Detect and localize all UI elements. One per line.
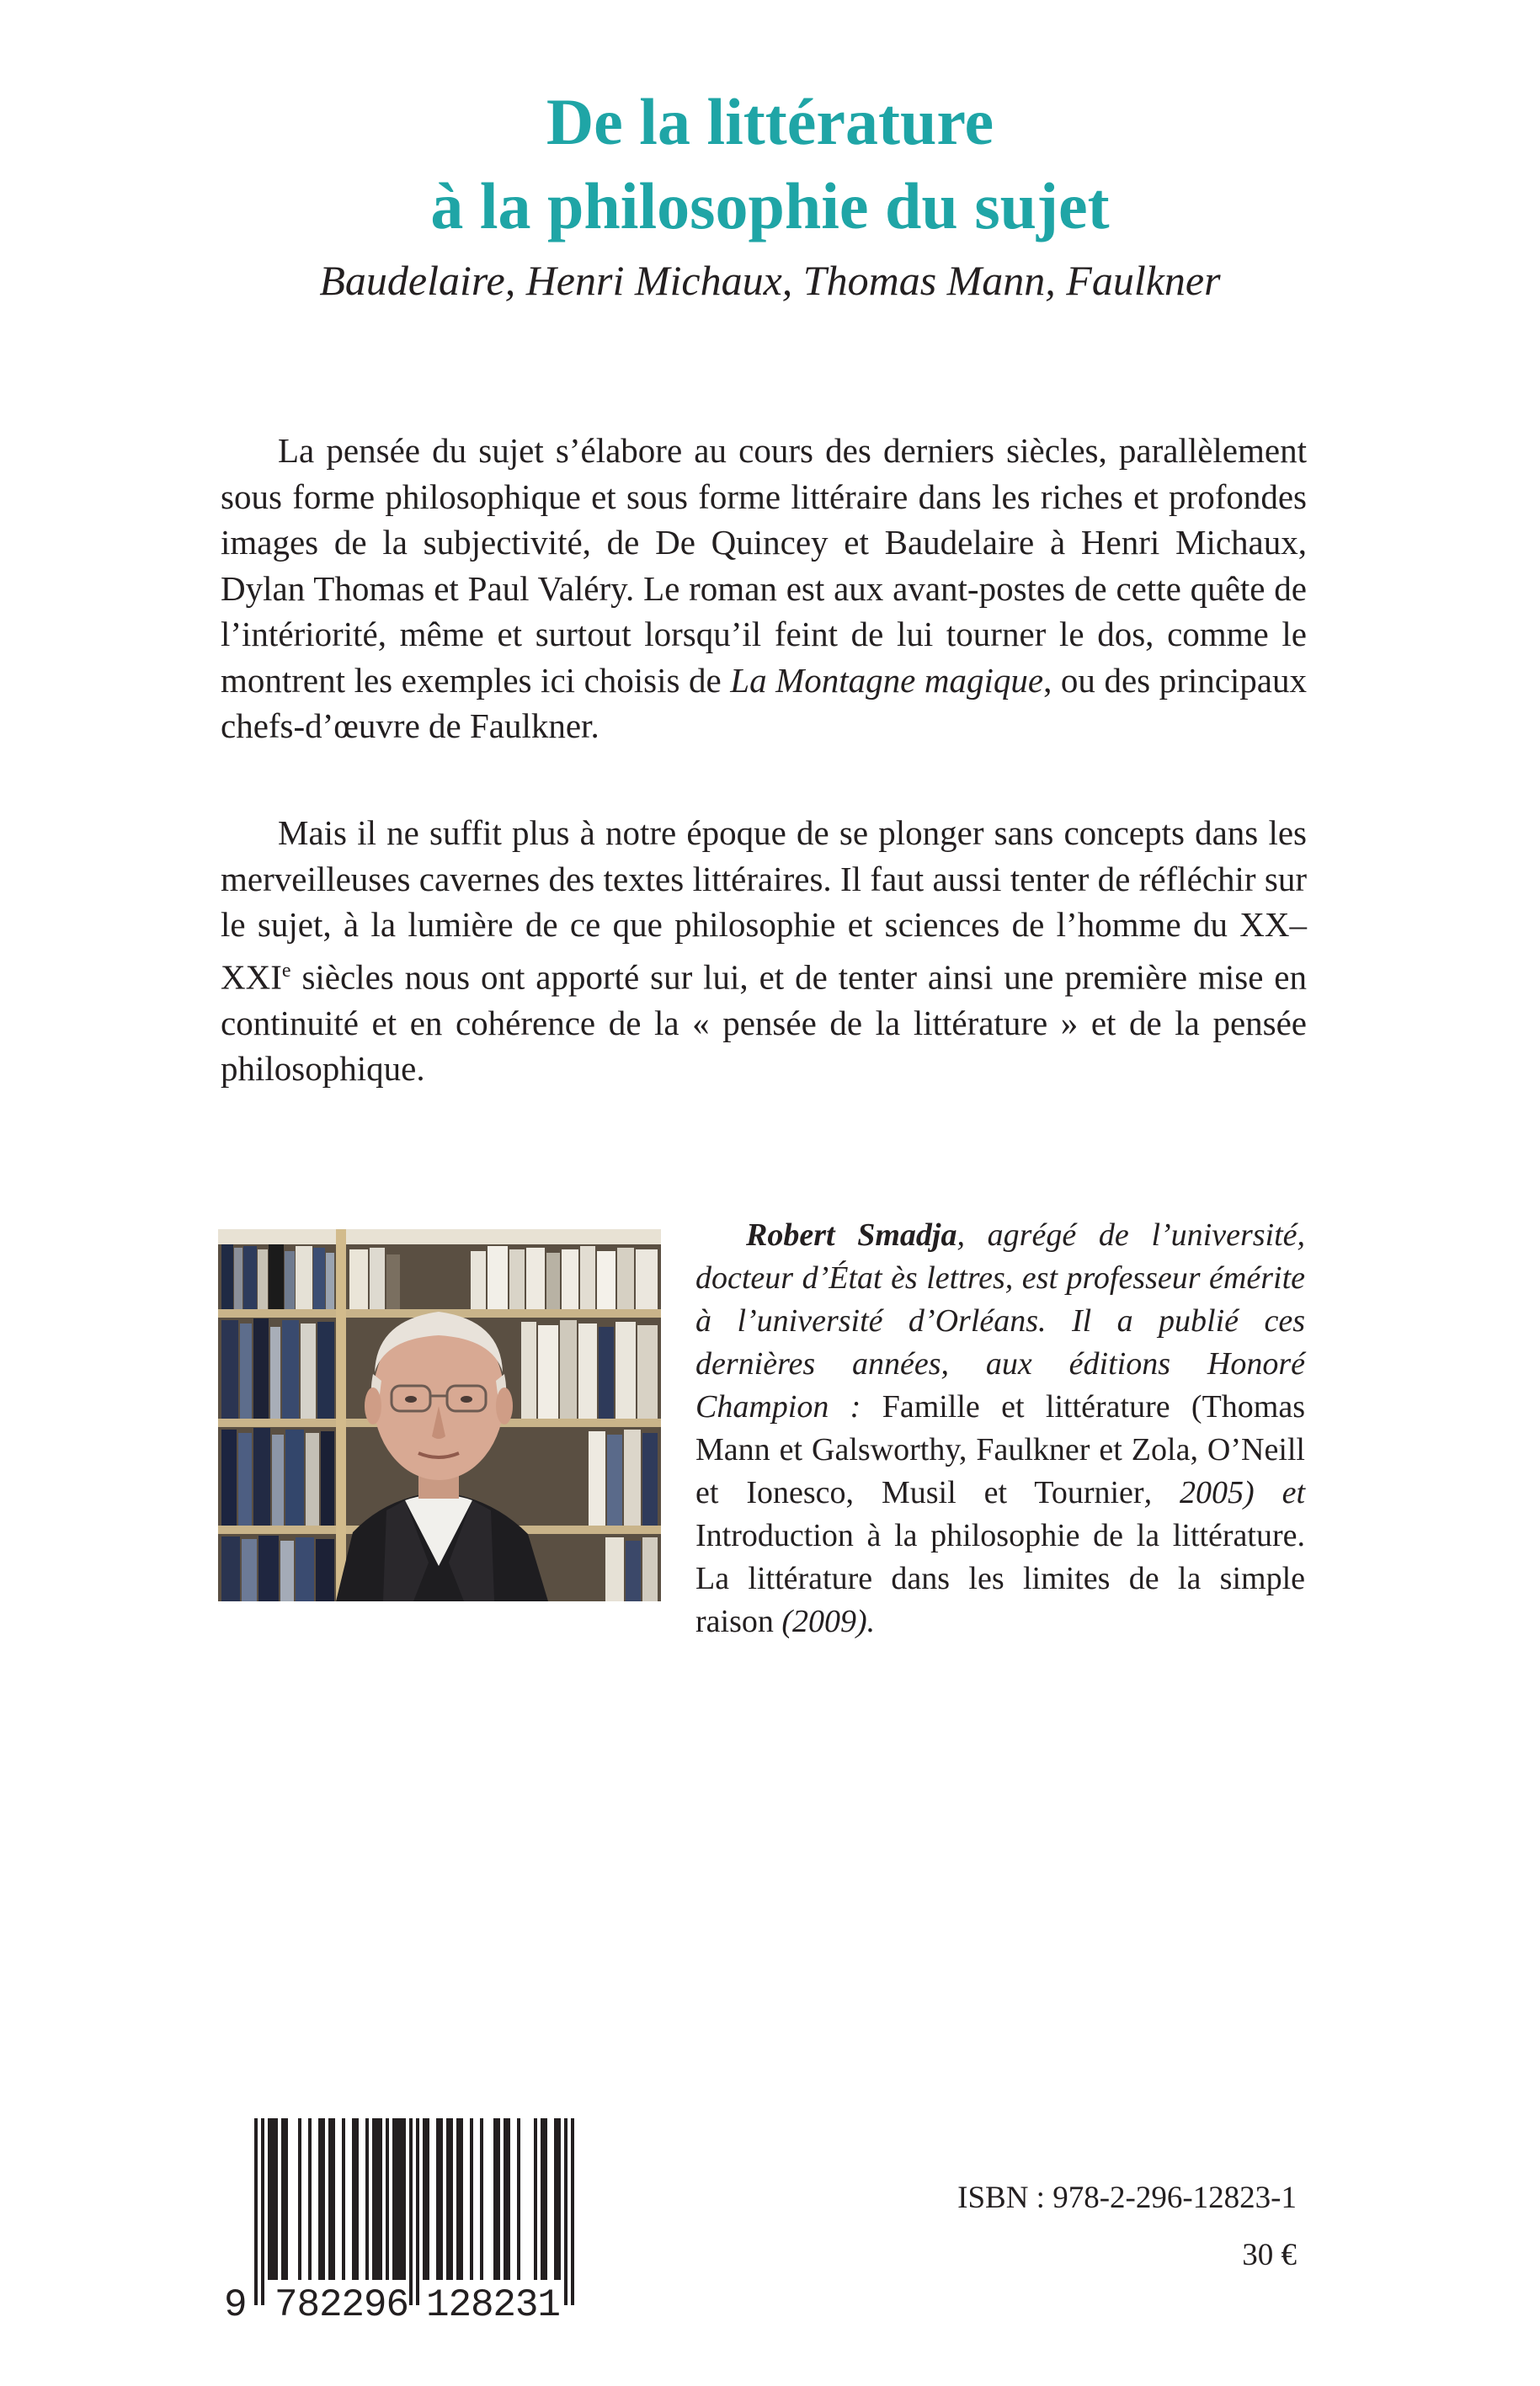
author-book-2-year: (2009). — [773, 1604, 876, 1639]
barcode-bar — [446, 2118, 450, 2280]
author-bio-text: , agrégé de l’université, docteur d’État ès lettres, est professeur émérite à l’université d’Orléans. Il a publié ces dernières années, aux éditions Honoré Champion : — [695, 1217, 1305, 1425]
description-paragraph-2 — [221, 810, 1307, 1092]
barcode-bar — [308, 2118, 312, 2280]
barcode-bar — [318, 2118, 322, 2280]
p2-superscript: e — [281, 959, 291, 982]
author-name: Robert Smadja — [746, 1217, 957, 1253]
barcode-bar — [274, 2118, 278, 2280]
author-book-2: Introduction à la philosophie de la littérature. La littérature dans les limites de la simple raison — [695, 1518, 1305, 1639]
barcode-bar — [564, 2118, 568, 2305]
barcode-bar — [386, 2118, 389, 2280]
barcode-digit-first: 9 — [224, 2283, 248, 2320]
author-book-1-year: , 2005) et — [1143, 1475, 1306, 1510]
author-book-1: Famille et littérature (Thomas Mann et Galsworthy, Faulkner et Zola, O’Neill et Ionesco, Musil et Tournier — [695, 1389, 1306, 1510]
barcode-bar — [470, 2118, 473, 2280]
barcode-bar — [271, 2118, 274, 2280]
barcode-bar — [392, 2118, 396, 2280]
barcode-digits-group-1: 782296 — [274, 2283, 409, 2320]
title-line-1: De la littérature — [546, 85, 994, 158]
barcode-bar — [261, 2118, 264, 2305]
barcode-bar — [534, 2118, 537, 2280]
barcode-bar — [285, 2118, 288, 2280]
barcode-bar — [557, 2118, 561, 2280]
barcode — [221, 2118, 591, 2320]
barcode-bar — [409, 2118, 413, 2305]
barcode-bar — [426, 2118, 429, 2280]
barcode-bar — [376, 2118, 379, 2280]
barcode-bar — [254, 2118, 258, 2305]
p1-text-b: , ou des principaux chefs-d’œuvre de Faulkner. — [221, 660, 1308, 745]
barcode-bar — [450, 2118, 453, 2280]
barcode-bar — [372, 2118, 376, 2280]
barcode-bar — [402, 2118, 406, 2280]
barcode-bar — [544, 2118, 547, 2280]
barcode-bar — [554, 2118, 557, 2280]
barcode-bar — [416, 2118, 419, 2305]
barcode-bar — [298, 2118, 301, 2280]
isbn: ISBN : 978-2-296-12823-1 — [957, 2181, 1297, 2215]
barcode-bar — [497, 2118, 500, 2280]
barcode-bar — [342, 2118, 345, 2280]
barcode-bar — [504, 2118, 507, 2280]
p1-text-a: La pensée du sujet s’élabore au cours des derniers siècles, parallèlement sous forme philosophique et sous forme littéraire dans les riches et profondes images de la subjectivité, de De Quincey et Baudelaire à Henri Michaux, Dylan Thomas et Paul Valéry. Le roman est aux avant-postes de cette quête de l’intériorité, même et surtout lorsqu’il feint de lui tourner le dos, comme le montrent les exemples ici choisis de — [221, 431, 1307, 700]
barcode-bar — [322, 2118, 325, 2280]
barcode-bar — [365, 2118, 369, 2280]
barcode-bar — [268, 2118, 271, 2280]
barcode-bar — [456, 2118, 460, 2280]
barcode-bar — [399, 2118, 402, 2280]
barcode-bar — [396, 2118, 399, 2280]
author-photo — [218, 1229, 661, 1601]
p1-book-title: La Montagne magique — [730, 660, 1044, 700]
subtitle: Baudelaire, Henri Michaux, Thomas Mann, Faulkner — [319, 257, 1221, 304]
barcode-bar — [355, 2118, 359, 2280]
barcode-bar — [541, 2118, 544, 2280]
p2-text-a: Mais il ne suffit plus à notre époque de se plonger sans concepts dans les merveilleuses cavernes des textes littéraires. Il faut aussi tenter de réfléchir sur le sujet, à la lumière de ce que philosophie et sciences de l’homme du XX–XXI — [221, 813, 1307, 997]
barcode-bar — [493, 2118, 497, 2280]
barcode-digits-group-2: 128231 — [426, 2283, 561, 2320]
p2-text-b: siècles nous ont apporté sur lui, et de tenter ainsi une première mise en continuité et en cohérence de la « pensée de la littérature » et de la pensée philosophique. — [221, 957, 1307, 1089]
barcode-bar — [460, 2118, 463, 2280]
barcode-bar — [440, 2118, 443, 2280]
barcode-bar — [281, 2118, 285, 2280]
barcode-bar — [436, 2118, 440, 2280]
title-block — [0, 80, 1540, 307]
barcode-bar — [352, 2118, 355, 2280]
description-paragraph-1 — [221, 428, 1307, 749]
barcode-bar — [328, 2118, 332, 2280]
title-line-2: à la philosophie du sujet — [430, 169, 1110, 242]
barcode-bar — [571, 2118, 574, 2305]
barcode-bar — [480, 2118, 483, 2280]
barcode-bar — [517, 2118, 520, 2280]
price: 30 € — [1242, 2238, 1297, 2272]
barcode-bar — [423, 2118, 426, 2280]
author-bio — [695, 1214, 1305, 1643]
barcode-bar — [332, 2118, 335, 2280]
barcode-bar — [379, 2118, 382, 2280]
barcode-bar — [507, 2118, 510, 2280]
